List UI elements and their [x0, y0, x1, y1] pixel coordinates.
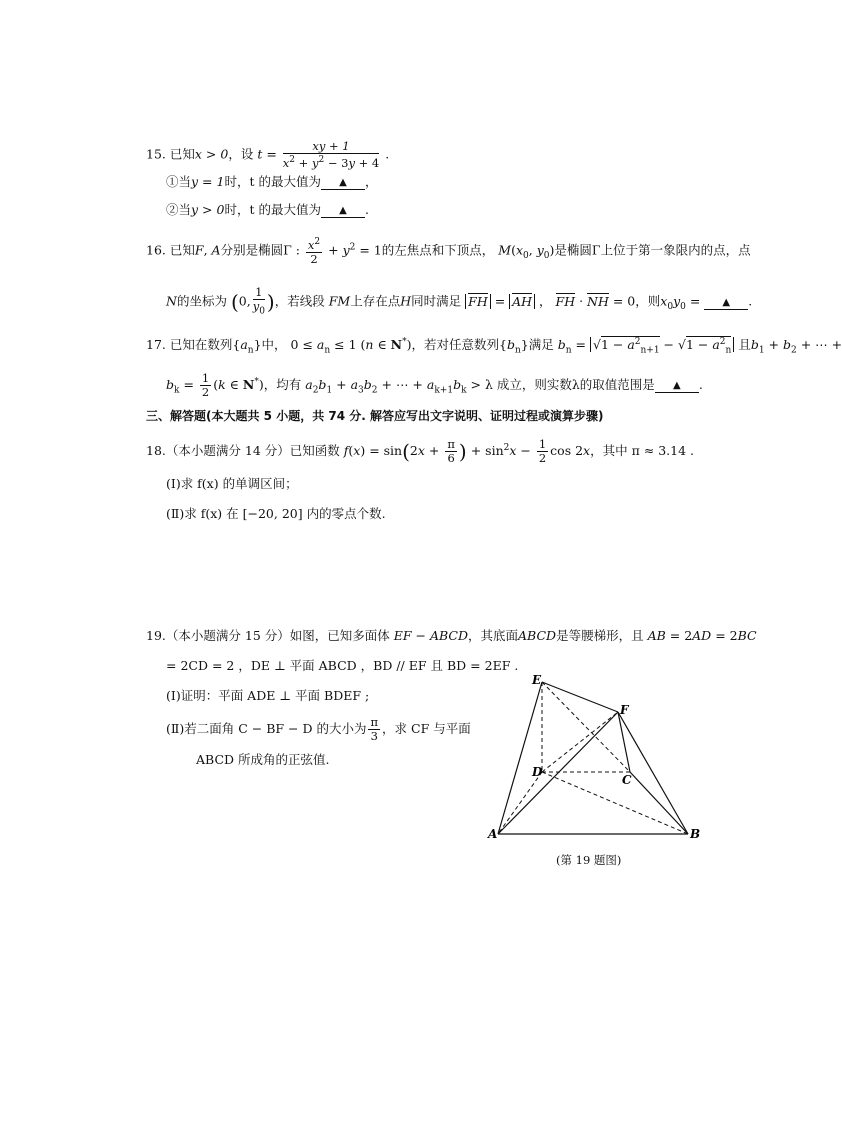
q15-number: 15. — [146, 146, 166, 162]
edge-EF — [542, 682, 618, 712]
section-heading: 三、解答题(本大题共 5 小题，共 74 分. 解答应写出文字说明、证明过程或演算步骤) — [146, 409, 604, 423]
answer-blank[interactable]: ▲ — [655, 380, 699, 393]
edge-FC — [618, 712, 630, 772]
label-F: F — [620, 703, 629, 717]
polyhedron-figure — [484, 670, 714, 850]
q19-part2: (Ⅱ)若二面角 C − BF − D 的大小为 $\frac{\pi}{3}$ ，求 CF 与平面 — [166, 715, 471, 743]
answer-blank[interactable]: ▲ — [321, 205, 365, 218]
q15-line1: 15. 已知x > 0，设 t = $\frac{xy + 1}{x^2 + y^2 - 3y + 4}$ . — [146, 139, 390, 170]
label-E: E — [532, 673, 542, 687]
q19-line1: 19.（本小题满分 15 分）如图，已知多面体 EF − ABCD，其底面ABCD是等腰梯形，且 AB = 2AD = 2BC — [146, 628, 757, 643]
label-B: B — [690, 827, 701, 841]
edge-DA — [498, 772, 542, 834]
label-A: A — [488, 827, 498, 841]
q15-sub2: ②当y > 0时，t 的最大值为 ▲ . — [166, 202, 369, 217]
q16-line1: 16. 已知F, A分别是椭圆Γ : $\frac{x^2}{2}$ + $y^2 = 1$的左焦点和下顶点， $M(x_0$, $y_0$)是椭圆Γ上位于第一象限内的点，点 — [146, 237, 751, 266]
figure-caption: (第 19 题图) — [556, 853, 622, 867]
q19-part1: (Ⅰ)证明：平面 ADE ⊥ 平面 BDEF ; — [166, 688, 370, 703]
answer-blank[interactable]: ▲ — [704, 297, 748, 310]
q15-fraction: $\frac{xy + 1}{x^2 + y^2 - 3y + 4}$ — [282, 139, 380, 170]
q16-line2: N的坐标为 (0, $\frac{1}{y_0}$ )，若线段 FM上存在点H同时满足 FH = AH ， FH · NH = 0，则$x_0y_0$ = ▲ . — [166, 285, 753, 317]
edge-DF — [542, 712, 618, 772]
q18-part1: (Ⅰ)求 f(x) 的单调区间； — [166, 476, 298, 491]
edge-EC — [542, 682, 630, 772]
answer-blank[interactable]: ▲ — [321, 177, 365, 190]
label-C: C — [622, 773, 632, 787]
label-D: D — [532, 765, 543, 779]
edge-CB — [630, 772, 688, 834]
edge-DB — [542, 772, 688, 834]
q17-line2: $b_k$ = $\frac{1}{2}$ (k ∈ N*)，均有 $a_2b_1 + a_3b_2$ + ⋯ + $a_{k+1}b_k > \lambda$ 成立，则实数λ的取值范围是 ▲ . — [166, 371, 703, 399]
q17-line1: 17. 已知在数列$\{a_n\}$中， $0 \le a_n \le 1$ (n ∈ N*)，若对任意数列$\{b_n\}$满足 $b_n = √1 - a^2_{n+1} - √1 - a^2_n$ 且$b_1 + b_2$ + ⋯ + — [146, 337, 842, 356]
q15-sub1: ①当y = 1时，t 的最大值为 ▲ ， — [166, 174, 378, 189]
q18-line1: 18.（本小题满分 14 分）已知函数 f(x) = sin(2x + $\frac{\pi}{6}$ ) + $\sin^2x$ − $\frac{1}{2}$ cos 2x，其中 π ≈ 3.14 . — [146, 437, 694, 465]
q19-part2-cont: ABCD 所成角的正弦值. — [196, 752, 330, 767]
q19-line2: = 2CD = 2 ，DE ⊥ 平面 ABCD ，BD // EF 且 BD = 2EF . — [166, 658, 519, 673]
q18-part2: (Ⅱ)求 f(x) 在 [−20, 20] 内的零点个数. — [166, 506, 386, 521]
